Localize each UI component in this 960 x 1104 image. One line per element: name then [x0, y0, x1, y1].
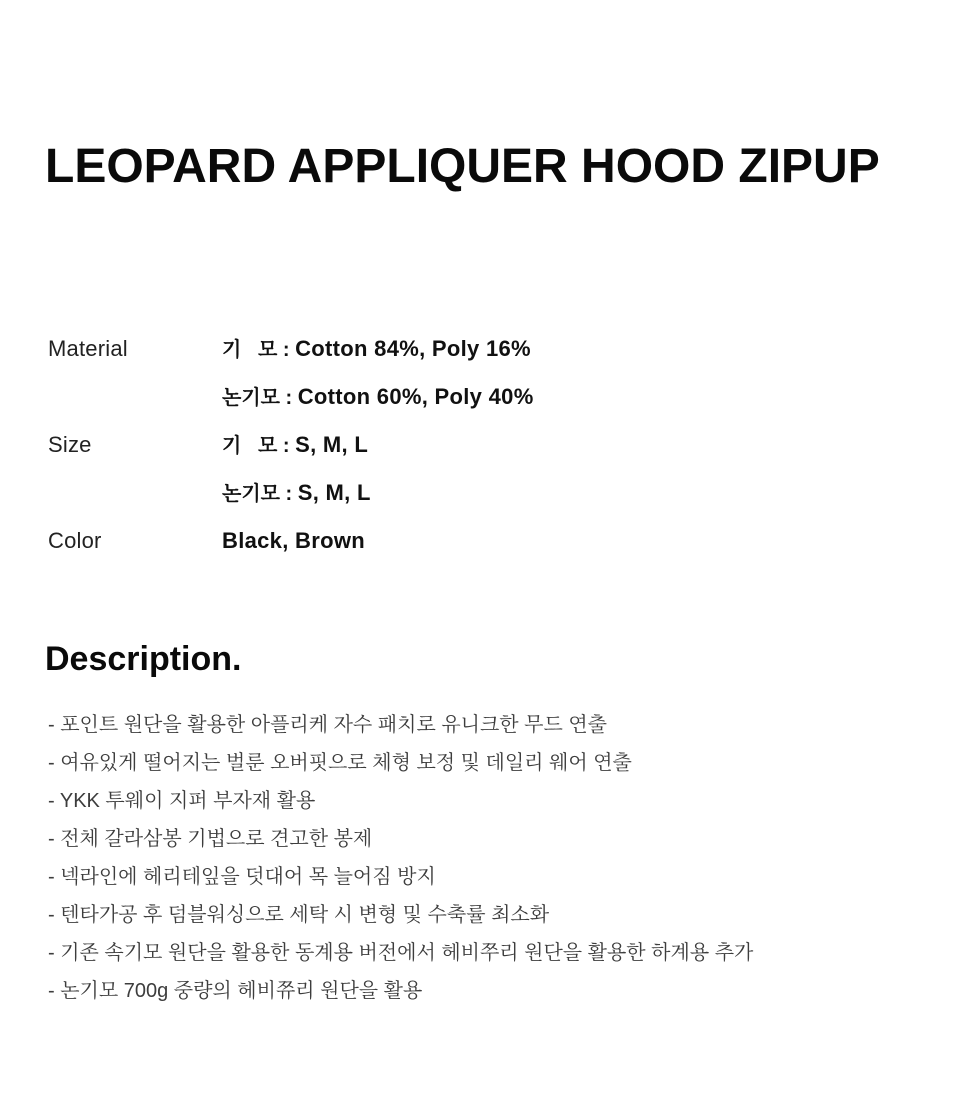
product-title: LEOPARD APPLIQUER HOOD ZIPUP [45, 140, 880, 193]
spec-key: 기 모 : [222, 339, 296, 361]
spec-table [48, 325, 908, 565]
description-item: - 포인트 원단을 활용한 아플리케 자수 패치로 유니크한 무드 연출 [48, 714, 607, 736]
description-item: - 여유있게 떨어지는 벌룬 오버핏으로 체형 보정 및 데일리 웨어 연출 [48, 752, 632, 774]
description-item: - 기존 속기모 원단을 활용한 동계용 버전에서 헤비쭈리 원단을 활용한 하계용 추가 [48, 942, 754, 964]
spec-row-size-brushed [48, 421, 908, 469]
description-item: - 전체 갈라삼봉 기법으로 견고한 봉제 [48, 828, 373, 850]
description-item: - 텐타가공 후 덤블워싱으로 세탁 시 변형 및 수축률 최소화 [48, 904, 550, 926]
spec-row-color [48, 517, 908, 565]
spec-row-material-nonbrushed [48, 373, 908, 421]
description-item: - 넥라인에 헤리테잎을 덧대어 목 늘어짐 방지 [48, 866, 436, 888]
spec-row-material-brushed [48, 325, 908, 373]
description-list [48, 706, 928, 1010]
description-heading: Description. [45, 640, 242, 678]
spec-label-material: Material [48, 336, 128, 361]
spec-key: 논기모 : [222, 483, 298, 505]
spec-row-size-nonbrushed [48, 469, 908, 517]
spec-value: S, M, L [297, 480, 371, 505]
spec-value: Cotton 60%, Poly 40% [297, 384, 534, 409]
description-item: - 논기모 700g 중량의 헤비쮸리 원단을 활용 [48, 980, 423, 1002]
spec-label-size: Size [48, 432, 92, 457]
spec-value: Cotton 84%, Poly 16% [295, 336, 531, 361]
spec-value: Black, Brown [222, 528, 365, 553]
spec-key: 기 모 : [222, 435, 296, 457]
description-item: - YKK 투웨이 지퍼 부자재 활용 [48, 790, 316, 812]
spec-value: S, M, L [295, 432, 369, 457]
spec-label-color: Color [48, 528, 102, 553]
spec-key: 논기모 : [222, 387, 298, 409]
